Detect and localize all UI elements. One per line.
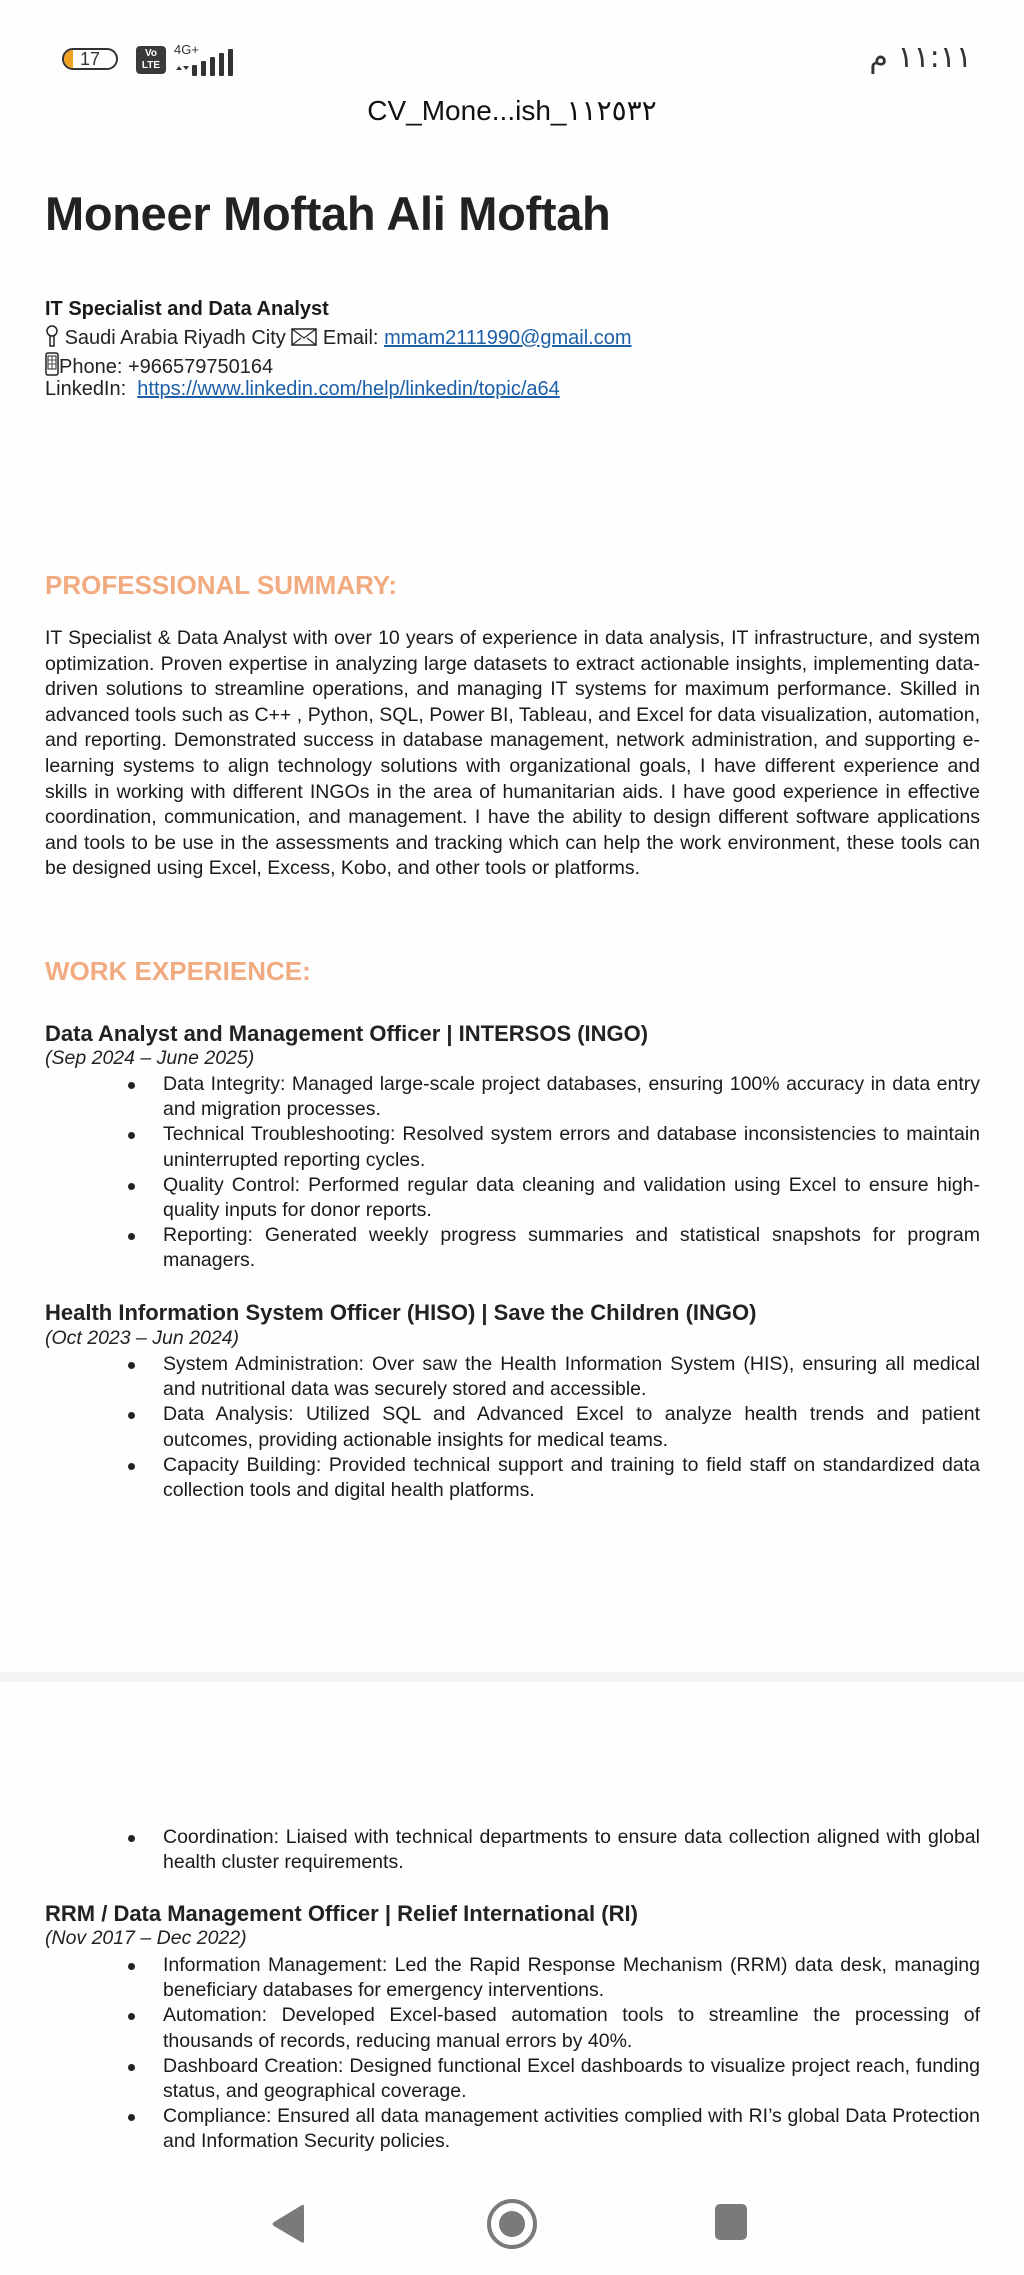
recents-icon[interactable] <box>714 2203 748 2241</box>
cv-name: Moneer Moftah Ali Moftah <box>45 187 611 240</box>
bullet-text: Capacity Building: Provided technical support and training to field staff on standardized data collection tools and digital health platforms. <box>163 1453 980 1502</box>
job-bullets <box>163 1953 980 2155</box>
battery-icon <box>62 48 118 70</box>
bullet-text: Data Analysis: Utilized SQL and Advanced Excel to analyze health trends and patient outcomes, providing actionable insights for medical teams. <box>163 1403 980 1451</box>
signal-icon <box>174 48 240 76</box>
bullet-text: Compliance: Ensured all data management activities complied with RI’s global Data Protection and Information Security policies. <box>163 2105 980 2153</box>
contact-location-email <box>45 325 632 350</box>
email-link[interactable]: mmam2111990@gmail.com <box>384 327 632 349</box>
list-item <box>163 1223 980 1273</box>
bullet-icon <box>128 1463 135 1470</box>
document-title: CV_Mone...ish_١١٢٥٣٢ <box>367 95 657 126</box>
cv-role: IT Specialist and Data Analyst <box>45 298 329 320</box>
bullet-text: Technical Troubleshooting: Resolved system errors and database inconsistencies to maintain uninterrupted reporting cycles. <box>163 1123 980 1171</box>
list-item <box>163 2104 980 2154</box>
bullet-icon <box>128 1835 135 1842</box>
job-title: RRM / Data Management Officer | Relief International (RI) <box>45 1901 638 1926</box>
bullet-icon <box>128 1183 135 1190</box>
bullet-icon <box>128 1082 135 1089</box>
status-bar <box>0 0 1024 100</box>
bullet-icon <box>128 2064 135 2071</box>
bullet-icon <box>128 1362 135 1369</box>
bullet-text: Coordination: Liaised with technical departments to ensure data collection aligned with global health cluster requirements. <box>163 1826 980 1874</box>
summary-heading: PROFESSIONAL SUMMARY: <box>45 570 397 600</box>
job-bullets <box>163 1072 980 1274</box>
job-bullets <box>163 1352 980 1503</box>
home-icon[interactable] <box>486 2198 538 2250</box>
list-item <box>163 2054 980 2104</box>
back-icon[interactable] <box>270 2202 306 2246</box>
summary-text: IT Specialist & Data Analyst with over 10 years of experience in data analysis, IT infrastructure, and system optimization. Proven expertise in analyzing large datasets to extract actionable insights, implementing data-driven solutions to streamline operations, and managing IT systems for maximum performance. Skilled in advanced tools such as C++ , Python, SQL, Power BI, Tableau, and Excel for data visualization, automation, and reporting. Demonstrated success in database management, network administration, and supporting e-learning systems to align technology solutions with organizational goals, I have different experience and skills in working with different INGOs in the area of humanitarian aids. I have good experience in effective coordination, communication, and management. I have the ability to design different software applications and tools to be use in the assessments and tracking which can help the work environment, these tools can be designed using Excel, Excess, Kobo, and other tools or platforms. <box>45 627 980 880</box>
contact-phone <box>45 352 273 379</box>
bullet-text: System Administration: Over saw the Health Information System (HIS), ensuring all medical and nutritional data was securely stored and accessible. <box>163 1353 980 1401</box>
clock: ١١:١١ م <box>869 40 972 75</box>
bullet-text: Quality Control: Performed regular data cleaning and validation using Excel to ensure high-quality inputs for donor reports. <box>163 1173 980 1222</box>
battery-level: 17 <box>79 49 101 69</box>
network-type: 4G+ <box>174 42 199 57</box>
list-item <box>163 1825 980 1875</box>
list-item <box>163 1953 980 2003</box>
page-separator <box>0 1672 1024 1682</box>
bullet-text: Dashboard Creation: Designed functional Excel dashboards to visualize project reach, funding status, and geographical coverage. <box>163 2054 980 2103</box>
location-pin-icon <box>45 325 59 347</box>
location-text: Saudi Arabia Riyadh City <box>64 327 286 349</box>
list-item <box>163 1402 980 1452</box>
phone-text: Phone: +966579750164 <box>59 356 274 378</box>
experience-heading: WORK EXPERIENCE: <box>45 956 311 986</box>
list-item <box>163 2003 980 2053</box>
list-item <box>163 1173 980 1223</box>
bullet-text: Automation: Developed Excel-based automation tools to streamline the processing of thousands of records, reducing manual errors by 40%. <box>163 2004 980 2052</box>
contact-linkedin <box>45 378 560 401</box>
job-dates: (Sep 2024 – June 2025) <box>45 1047 255 1069</box>
job-title: Health Information System Officer (HISO) | Save the Children (INGO) <box>45 1300 757 1325</box>
email-label: Email: <box>322 327 379 349</box>
job-dates: (Nov 2017 – Dec 2022) <box>45 1927 247 1949</box>
job-title: Data Analyst and Management Officer | INTERSOS (INGO) <box>45 1021 649 1046</box>
list-item <box>163 1072 980 1122</box>
bullet-text: Information Management: Led the Rapid Response Mechanism (RRM) data desk, managing beneficiary databases for emergency interventions. <box>163 1954 980 2002</box>
volte-icon: Vo LTE <box>136 46 166 74</box>
bullet-text: Data Integrity: Managed large-scale project databases, ensuring 100% accuracy in data entry and migration processes. <box>163 1073 980 1121</box>
linkedin-link[interactable]: https://www.linkedin.com/help/linkedin/topic/a64 <box>137 378 560 400</box>
job-bullets-continued <box>163 1825 980 1875</box>
navigation-bar <box>0 2152 1024 2275</box>
job-dates: (Oct 2023 – Jun 2024) <box>45 1327 240 1349</box>
list-item <box>163 1453 980 1503</box>
bullet-text: Reporting: Generated weekly progress summaries and statistical snapshots for program managers. <box>163 1224 980 1272</box>
phone-icon <box>45 352 59 376</box>
list-item <box>163 1352 980 1402</box>
list-item <box>163 1122 980 1172</box>
envelope-icon <box>291 327 317 347</box>
linkedin-label: LinkedIn: <box>45 378 127 400</box>
bullet-icon <box>128 1963 135 1970</box>
